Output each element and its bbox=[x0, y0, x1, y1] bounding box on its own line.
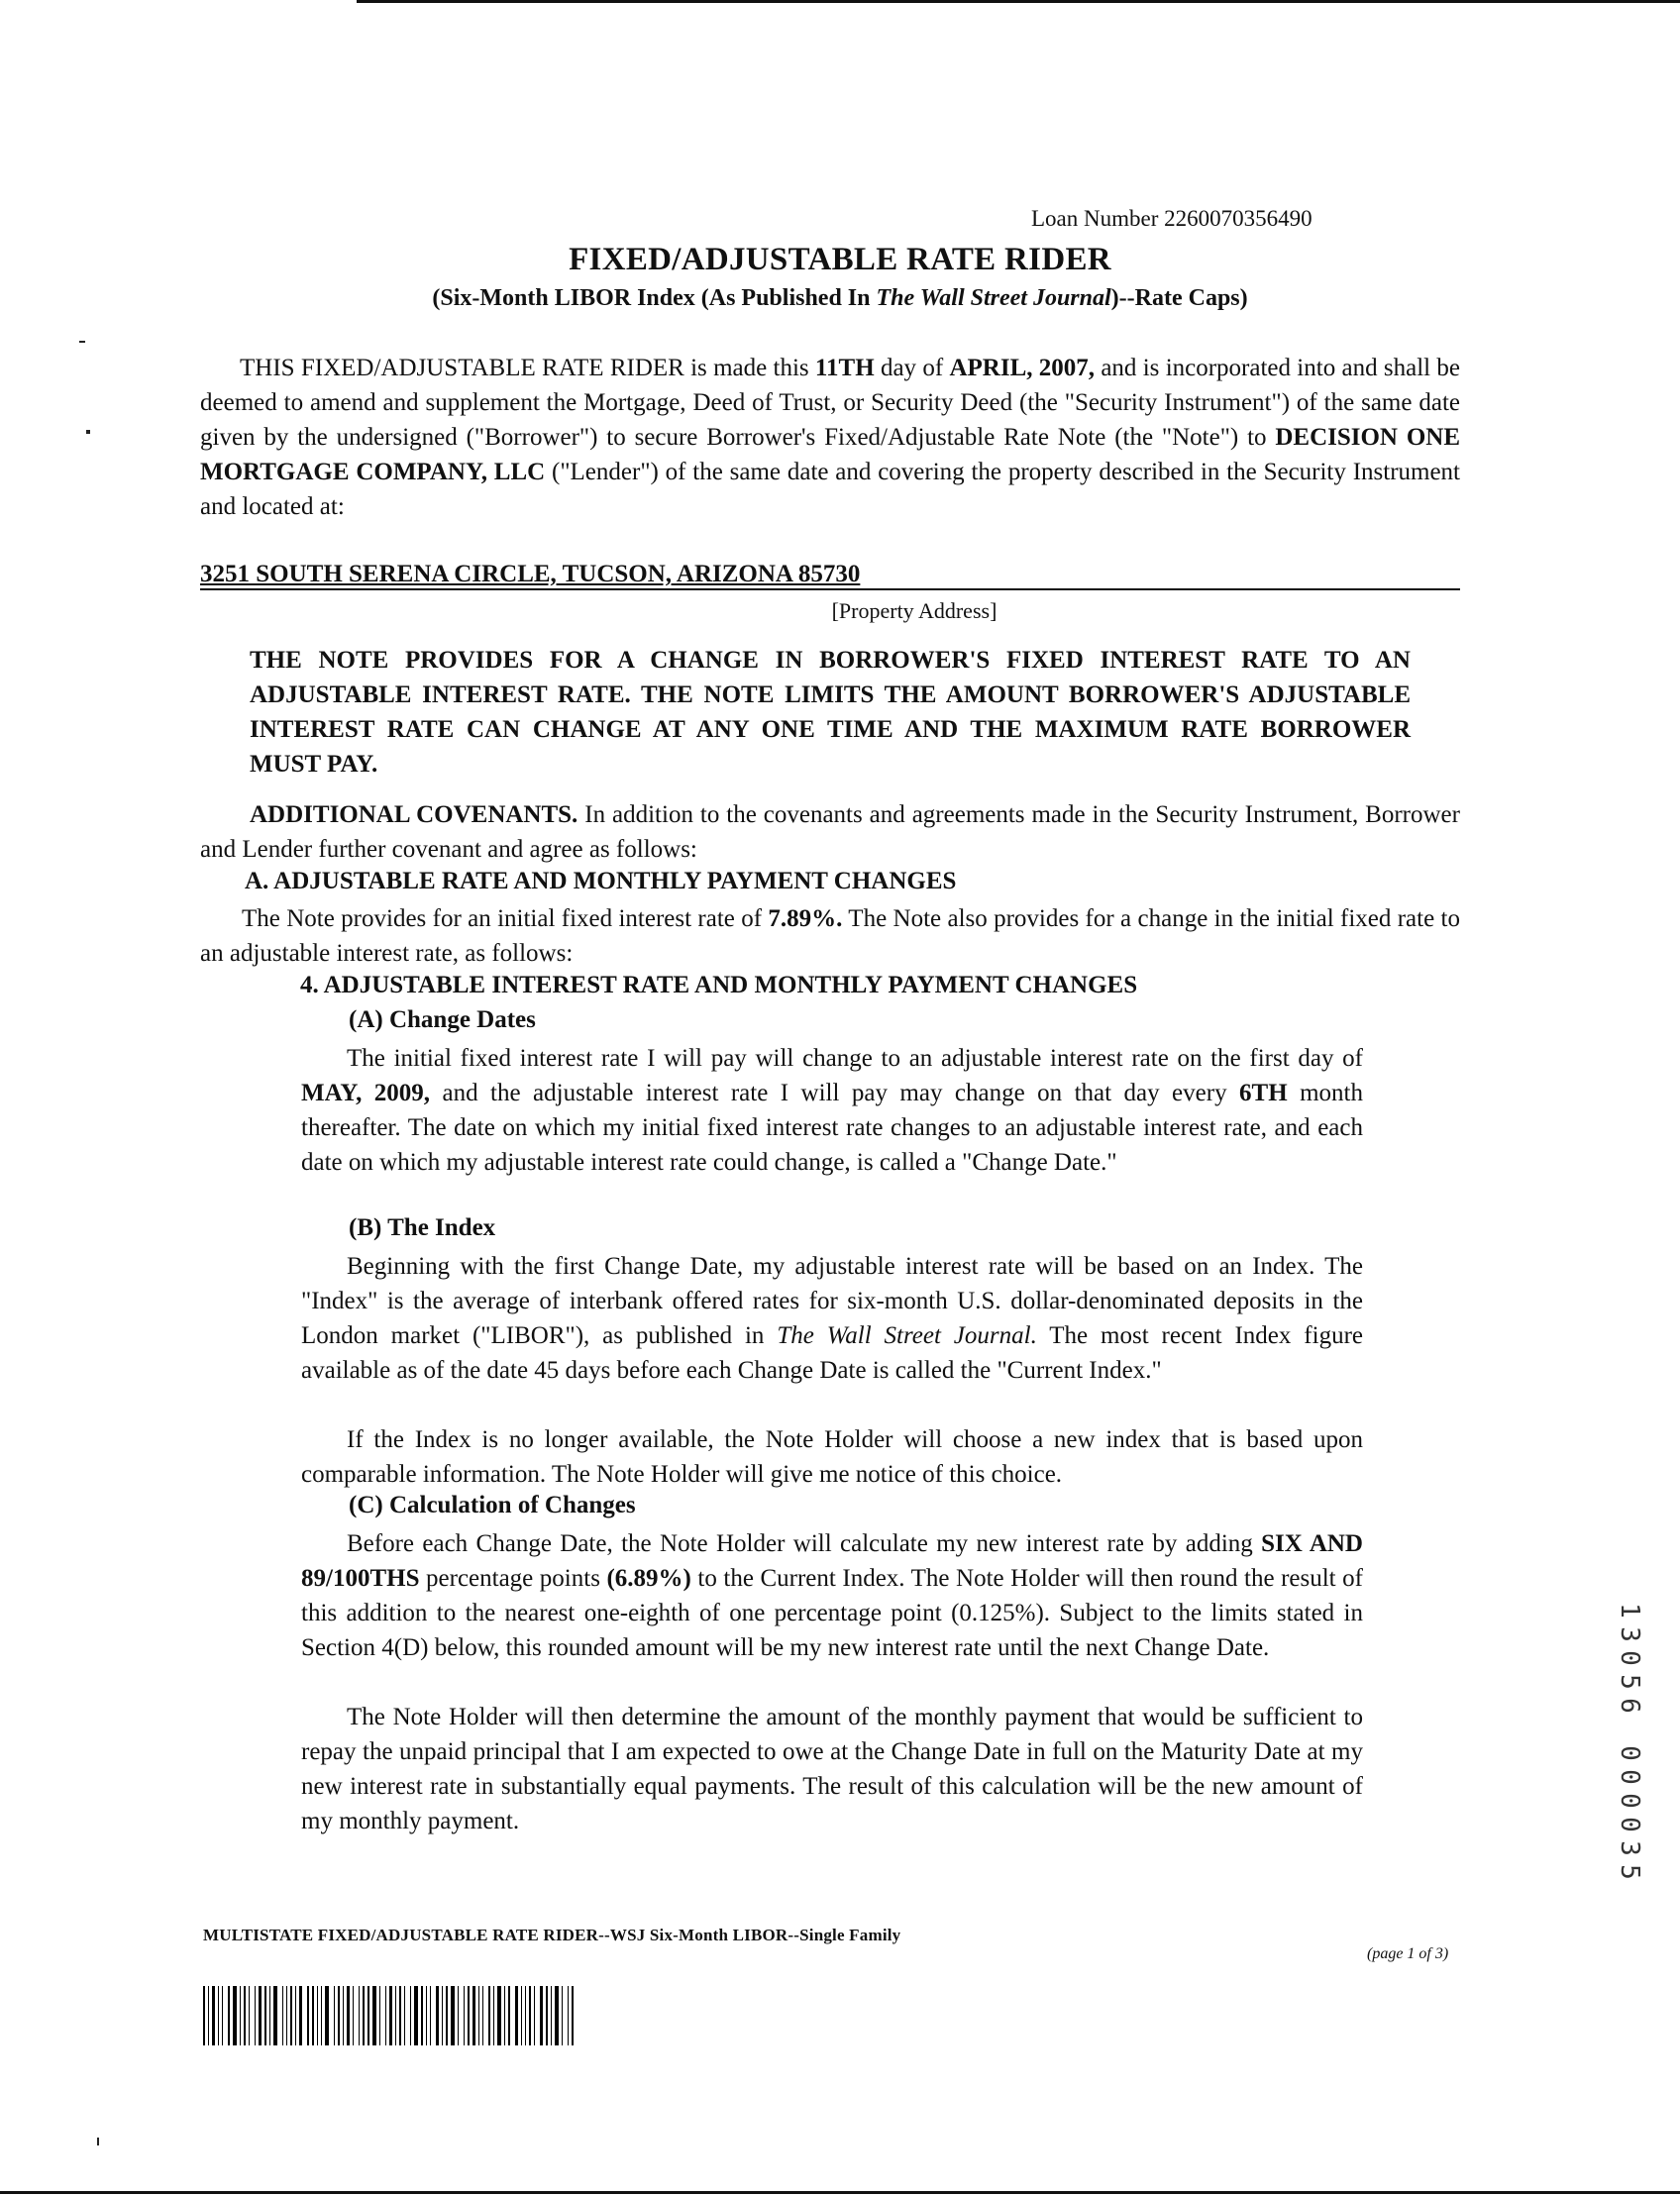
change-dates-heading: (A) Change Dates bbox=[349, 1006, 536, 1033]
barcode-bar bbox=[273, 1986, 277, 2045]
additional-covenants: ADDITIONAL COVENANTS. In addition to the covenants and agreements made in the Security Instrument, Borrower and Lender further covenant and agree as follows: bbox=[200, 801, 1460, 863]
side-stamp-digit: 3 bbox=[1615, 1626, 1644, 1642]
barcode-bar bbox=[410, 1986, 411, 2045]
barcode-bar bbox=[264, 1986, 266, 2045]
barcode-bar bbox=[529, 1986, 531, 2045]
barcode-bar bbox=[385, 1986, 386, 2045]
property-address-line bbox=[200, 561, 1460, 590]
barcode-bar bbox=[282, 1986, 283, 2045]
barcode-bar bbox=[286, 1986, 287, 2045]
property-address-caption: [Property Address] bbox=[831, 598, 998, 623]
document-title: FIXED/ADJUSTABLE RATE RIDER bbox=[569, 242, 1111, 277]
barcode-bar bbox=[436, 1986, 439, 2045]
side-stamp-digit: 0 bbox=[1615, 1650, 1644, 1666]
rate-change-notice: THE NOTE PROVIDES FOR A CHANGE IN BORROWER'S FIXED INTEREST RATE TO AN ADJUSTABLE INTEREST RATE. THE NOTE LIMITS THE AMOUNT BORROWER'S ADJUSTABLE INTEREST RATE CAN CHANGE AT ANY ONE TIME AND THE MAXIMUM RATE BORROWER MUST PAY. bbox=[250, 647, 1411, 778]
barcode-bar bbox=[521, 1986, 522, 2045]
barcode-bar bbox=[379, 1986, 380, 2045]
side-stamp-digit: 0 bbox=[1615, 1745, 1644, 1761]
barcode-bar bbox=[534, 1986, 535, 2045]
barcode-bar bbox=[363, 1986, 365, 2045]
barcode-bar bbox=[343, 1986, 344, 2045]
calculation-paragraph: Before each Change Date, the Note Holder will calculate my new interest rate by adding SIX AND 89/100THS percentage points (6.89%) to the Current Index. The Note Holder will then round the result of this addition to the nearest one-eighth of one percentage point (0.125%). Subject to the limits stated in Section 4(D) below, this rounded amount will be my new interest rate until the next Change Date. bbox=[301, 1530, 1363, 1661]
barcode-bar bbox=[228, 1986, 230, 2045]
barcode-bar bbox=[222, 1986, 223, 2045]
barcode-bar bbox=[389, 1986, 392, 2045]
barcode-bar bbox=[321, 1986, 322, 2045]
barcode-bar bbox=[546, 1986, 548, 2045]
barcode-bar bbox=[525, 1986, 526, 2045]
barcode-bar bbox=[426, 1986, 427, 2045]
margin-mark bbox=[79, 341, 85, 343]
barcode-bar bbox=[353, 1986, 354, 2045]
section-a-heading: A. ADJUSTABLE RATE AND MONTHLY PAYMENT CHANGES bbox=[245, 868, 957, 894]
barcode-bar bbox=[488, 1986, 490, 2045]
side-stamp-digit: 0 bbox=[1615, 1769, 1644, 1785]
barcode-bar bbox=[468, 1986, 470, 2045]
barcode-bar bbox=[312, 1986, 314, 2045]
barcode-bar bbox=[269, 1986, 270, 2045]
barcode-bar bbox=[446, 1986, 448, 2045]
barcode-bar bbox=[218, 1986, 219, 2045]
section-a-paragraph: The Note provides for an initial fixed interest rate of 7.89%. The Note also provides for a change in the initial fixed rate to an adjustable interest rate, as follows: bbox=[200, 905, 1460, 967]
side-stamp-digit: 0 bbox=[1615, 1817, 1644, 1832]
document-subtitle: (Six-Month LIBOR Index (As Published In The Wall Street Journal)--Rate Caps) bbox=[432, 285, 1248, 311]
barcode-bar bbox=[493, 1986, 494, 2045]
margin-mark bbox=[97, 2138, 99, 2145]
barcode bbox=[203, 1986, 671, 2045]
barcode-bar bbox=[555, 1986, 559, 2045]
barcode-bar bbox=[404, 1986, 405, 2045]
section-4-heading: 4. ADJUSTABLE INTEREST RATE AND MONTHLY PAYMENT CHANGES bbox=[300, 972, 1138, 998]
barcode-bar bbox=[508, 1986, 510, 2045]
form-name: MULTISTATE FIXED/ADJUSTABLE RATE RIDER--WSJ Six-Month LIBOR--Single Family bbox=[203, 1926, 901, 1944]
barcode-bar bbox=[540, 1986, 543, 2045]
barcode-bar bbox=[395, 1986, 396, 2045]
barcode-bar bbox=[515, 1986, 518, 2045]
barcode-bar bbox=[368, 1986, 369, 2045]
barcode-bar bbox=[249, 1986, 250, 2045]
barcode-bar bbox=[472, 1986, 475, 2045]
calculation-heading: (C) Calculation of Changes bbox=[349, 1492, 636, 1518]
barcode-bar bbox=[568, 1986, 569, 2045]
barcode-bar bbox=[478, 1986, 479, 2045]
change-dates-paragraph: The initial fixed interest rate I will pay will change to an adjustable interest rate on the first day of MAY, 2009, and the adjustable interest rate I will pay may change on that day every 6TH month thereafter. The date on which my initial fixed interest rate changes to an adjustable interest rate, and each date on which my adjustable interest rate could change, is called a "Change Date." bbox=[301, 1045, 1363, 1176]
page-indicator: (page 1 of 3) bbox=[1367, 1945, 1449, 1962]
barcode-bar bbox=[317, 1986, 318, 2045]
barcode-bar bbox=[464, 1986, 465, 2045]
barcode-bar bbox=[399, 1986, 401, 2045]
barcode-bar bbox=[551, 1986, 552, 2045]
index-heading: (B) The Index bbox=[349, 1214, 496, 1241]
side-stamp-digit: 5 bbox=[1615, 1674, 1644, 1690]
barcode-bar bbox=[482, 1986, 483, 2045]
top-rule bbox=[357, 0, 1680, 3]
barcode-bar bbox=[442, 1986, 443, 2045]
side-stamp-digit: 1 bbox=[1615, 1603, 1644, 1619]
side-stamp-digit: 6 bbox=[1615, 1698, 1644, 1714]
barcode-bar bbox=[572, 1986, 574, 2045]
loan-number: Loan Number 2260070356490 bbox=[1031, 206, 1312, 231]
side-stamp-number bbox=[1615, 1599, 1644, 1884]
barcode-bar bbox=[372, 1986, 376, 2045]
intro-paragraph: THIS FIXED/ADJUSTABLE RATE RIDER is made this 11TH day of APRIL, 2007, and is incorporated into and shall be deemed to amend and supplement the Mortgage, Deed of Trust, or Security Deed (the "Security Instrument") of the same date given by the undersigned ("Borrower") to secure Borrower's Fixed/Adjustable Rate Note (the "Note") to DECISION ONE MORTGAGE COMPANY, LLC ("Lender") of the same date and covering the property described in the Security Instrument and located at: bbox=[200, 355, 1461, 520]
barcode-bar bbox=[295, 1986, 296, 2045]
barcode-bar bbox=[497, 1986, 501, 2045]
barcode-bar bbox=[307, 1986, 309, 2045]
barcode-bar bbox=[504, 1986, 505, 2045]
property-address: 3251 SOUTH SERENA CIRCLE, TUCSON, ARIZONA 85730 bbox=[200, 561, 861, 587]
side-stamp-digit: 0 bbox=[1615, 1793, 1644, 1809]
side-stamp-digit bbox=[1618, 1719, 1641, 1740]
barcode-bar bbox=[562, 1986, 563, 2045]
barcode-bar bbox=[458, 1986, 459, 2045]
index-replacement-paragraph: If the Index is no longer available, the Note Holder will choose a new index that is based upon comparable information. The Note Holder will give me notice of this choice. bbox=[301, 1426, 1363, 1488]
barcode-bar bbox=[240, 1986, 241, 2045]
barcode-bar bbox=[347, 1986, 350, 2045]
barcode-bar bbox=[359, 1986, 360, 2045]
payment-calculation-paragraph: The Note Holder will then determine the amount of the monthly payment that would be sufficient to repay the unpaid principal that I am expected to owe at the Change Date in full on the Maturity Date at my new interest rate in substantially equal payments. The result of this calculation will be the new amount of my monthly payment. bbox=[301, 1704, 1363, 1834]
side-stamp-digit: 3 bbox=[1615, 1840, 1644, 1856]
barcode-bar bbox=[334, 1986, 335, 2045]
side-stamp-digit: 5 bbox=[1615, 1864, 1644, 1880]
barcode-bar bbox=[203, 1986, 205, 2045]
barcode-bar bbox=[244, 1986, 246, 2045]
barcode-bar bbox=[414, 1986, 418, 2045]
barcode-bar bbox=[325, 1986, 329, 2045]
margin-mark bbox=[86, 430, 90, 434]
barcode-bar bbox=[208, 1986, 209, 2045]
bottom-rule bbox=[0, 2191, 1680, 2194]
barcode-bar bbox=[338, 1986, 340, 2045]
barcode-bar bbox=[255, 1986, 256, 2045]
barcode-bar bbox=[430, 1986, 431, 2045]
barcode-bar bbox=[290, 1986, 292, 2045]
barcode-bar bbox=[212, 1986, 215, 2045]
index-paragraph: Beginning with the first Change Date, my adjustable interest rate will be based on an Index. The "Index" is the average of interbank offered rates for six-month U.S. dollar-denominated deposits in the London market ("LIBOR"), as published in The Wall Street Journal. The most recent Index figure available as of the date 45 days before each Change Date is called the "Current Index." bbox=[301, 1253, 1363, 1384]
barcode-bar bbox=[233, 1986, 237, 2045]
barcode-bar bbox=[299, 1986, 302, 2045]
barcode-bar bbox=[421, 1986, 423, 2045]
barcode-bar bbox=[451, 1986, 455, 2045]
barcode-bar bbox=[259, 1986, 262, 2045]
